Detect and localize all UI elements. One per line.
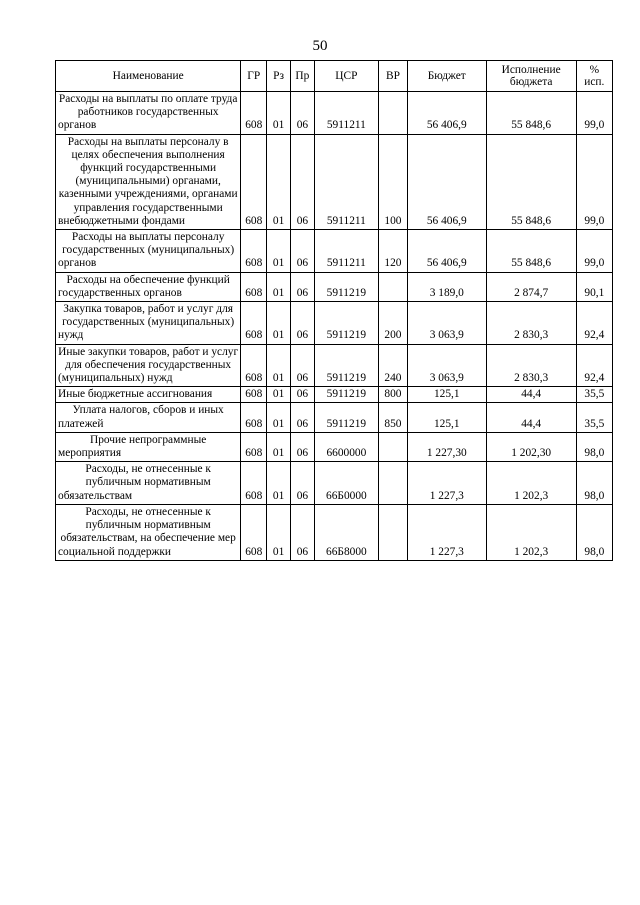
cell-csr: 5911219 [314,344,378,387]
cell-name: Расходы на выплаты по оплате труда работников государственных органов [56,92,241,135]
cell-pr: 06 [290,92,314,135]
table-row [56,504,613,560]
table-row [56,302,613,345]
header-percent: % исп. [576,61,612,92]
cell-percent: 99,0 [576,92,612,135]
cell-pr: 06 [290,432,314,461]
cell-execution: 44,4 [486,387,576,403]
cell-name: Прочие непрограммные мероприятия [56,432,241,461]
cell-vr [378,504,407,560]
cell-gr: 608 [241,432,267,461]
table-row [56,432,613,461]
cell-rz: 01 [267,387,291,403]
cell-pr: 06 [290,462,314,505]
cell-percent: 35,5 [576,387,612,403]
cell-csr: 5911211 [314,134,378,229]
cell-name: Расходы на выплаты персоналу в целях обеспечения выполнения функций государственными (муниципальными) органами, казенными учреждениями, органами управления государственными внебюджетными фондами [56,134,241,229]
table-row [56,387,613,403]
cell-pr: 06 [290,302,314,345]
table-row [56,403,613,432]
cell-rz: 01 [267,432,291,461]
cell-pr: 06 [290,230,314,273]
cell-gr: 608 [241,344,267,387]
cell-vr [378,432,407,461]
cell-pr: 06 [290,387,314,403]
cell-percent: 98,0 [576,432,612,461]
cell-rz: 01 [267,462,291,505]
cell-gr: 608 [241,134,267,229]
cell-rz: 01 [267,134,291,229]
cell-budget: 56 406,9 [407,230,486,273]
cell-vr: 850 [378,403,407,432]
cell-csr: 6600000 [314,432,378,461]
cell-execution: 2 874,7 [486,272,576,301]
cell-gr: 608 [241,302,267,345]
cell-csr: 5911219 [314,403,378,432]
cell-vr [378,92,407,135]
cell-budget: 125,1 [407,403,486,432]
cell-csr: 66Б8000 [314,504,378,560]
cell-budget: 3 189,0 [407,272,486,301]
cell-vr: 800 [378,387,407,403]
cell-vr [378,272,407,301]
cell-vr [378,462,407,505]
cell-pr: 06 [290,504,314,560]
cell-gr: 608 [241,387,267,403]
header-vr: ВР [378,61,407,92]
cell-percent: 98,0 [576,504,612,560]
cell-name: Уплата налогов, сборов и иных платежей [56,403,241,432]
header-budget: Бюджет [407,61,486,92]
header-execution: Исполнение бюджета [486,61,576,92]
cell-execution: 55 848,6 [486,134,576,229]
cell-name: Расходы, не отнесенные к публичным нормативным обязательствам, на обеспечение мер социальной поддержки [56,504,241,560]
cell-rz: 01 [267,92,291,135]
page-number: 50 [312,38,328,54]
cell-execution: 1 202,3 [486,504,576,560]
cell-budget: 1 227,30 [407,432,486,461]
cell-name: Расходы на выплаты персоналу государственных (муниципальных) органов [56,230,241,273]
cell-percent: 99,0 [576,230,612,273]
cell-csr: 5911219 [314,302,378,345]
header-csr: ЦСР [314,61,378,92]
cell-percent: 35,5 [576,403,612,432]
cell-percent: 92,4 [576,302,612,345]
cell-name: Иные бюджетные ассигнования [56,387,241,403]
table-row [56,134,613,229]
cell-budget: 3 063,9 [407,302,486,345]
table-row [56,272,613,301]
cell-rz: 01 [267,230,291,273]
table-row [56,230,613,273]
table-row [56,344,613,387]
cell-budget: 56 406,9 [407,92,486,135]
cell-percent: 98,0 [576,462,612,505]
cell-rz: 01 [267,344,291,387]
cell-execution: 55 848,6 [486,92,576,135]
cell-name: Расходы на обеспечение функций государственных органов [56,272,241,301]
cell-gr: 608 [241,403,267,432]
cell-vr: 100 [378,134,407,229]
header-name: Наименование [56,61,241,92]
cell-name: Иные закупки товаров, работ и услуг для обеспечения государственных (муниципальных) нужд [56,344,241,387]
cell-pr: 06 [290,272,314,301]
cell-gr: 608 [241,462,267,505]
cell-csr: 5911211 [314,92,378,135]
cell-execution: 2 830,3 [486,302,576,345]
table-row [56,462,613,505]
cell-percent: 90,1 [576,272,612,301]
cell-execution: 44,4 [486,403,576,432]
cell-budget: 125,1 [407,387,486,403]
cell-budget: 1 227,3 [407,462,486,505]
cell-name: Закупка товаров, работ и услуг для государственных (муниципальных) нужд [56,302,241,345]
cell-budget: 1 227,3 [407,504,486,560]
header-pr: Пр [290,61,314,92]
cell-pr: 06 [290,344,314,387]
cell-budget: 3 063,9 [407,344,486,387]
cell-execution: 1 202,3 [486,462,576,505]
cell-execution: 1 202,30 [486,432,576,461]
cell-csr: 66Б0000 [314,462,378,505]
cell-name: Расходы, не отнесенные к публичным нормативным обязательствам [56,462,241,505]
cell-vr: 240 [378,344,407,387]
cell-percent: 92,4 [576,344,612,387]
cell-rz: 01 [267,272,291,301]
cell-pr: 06 [290,134,314,229]
cell-csr: 5911219 [314,272,378,301]
cell-gr: 608 [241,272,267,301]
cell-csr: 5911211 [314,230,378,273]
budget-table [55,60,613,561]
cell-rz: 01 [267,403,291,432]
cell-rz: 01 [267,302,291,345]
header-gr: ГР [241,61,267,92]
cell-execution: 55 848,6 [486,230,576,273]
cell-csr: 5911219 [314,387,378,403]
header-rz: Рз [267,61,291,92]
cell-percent: 99,0 [576,134,612,229]
cell-rz: 01 [267,504,291,560]
cell-gr: 608 [241,230,267,273]
cell-execution: 2 830,3 [486,344,576,387]
cell-vr: 120 [378,230,407,273]
table-row [56,92,613,135]
cell-budget: 56 406,9 [407,134,486,229]
table-header-row [56,61,613,92]
cell-vr: 200 [378,302,407,345]
cell-gr: 608 [241,504,267,560]
cell-gr: 608 [241,92,267,135]
cell-pr: 06 [290,403,314,432]
